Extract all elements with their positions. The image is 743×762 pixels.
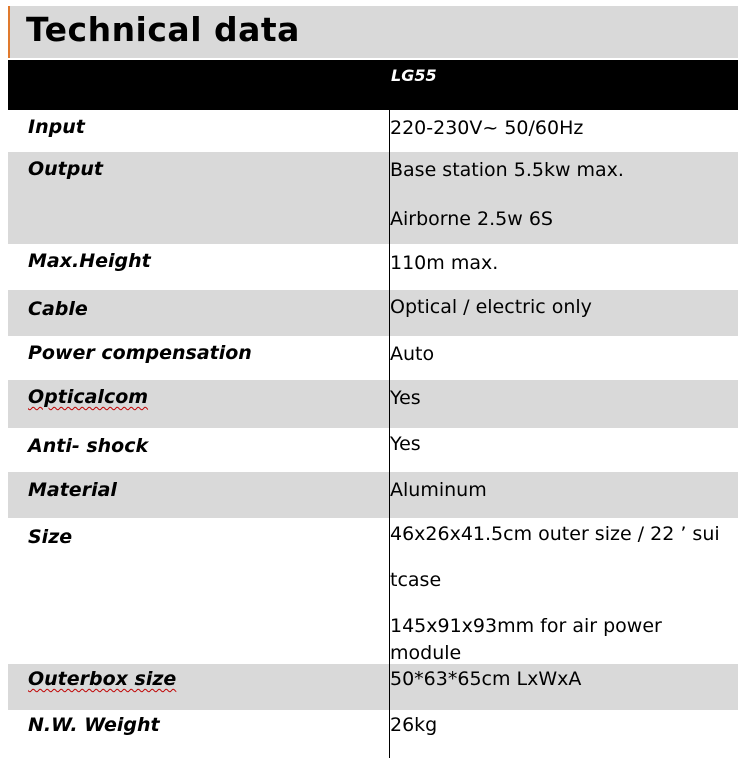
spec-row-output [8, 152, 738, 244]
spec-row-anti-shock [8, 428, 738, 472]
spec-row-power-compensation [8, 336, 738, 380]
spec-value: Yes [390, 387, 421, 409]
spec-label: Max.Height [28, 250, 151, 272]
spec-value: module [390, 642, 462, 664]
spec-row-cable [8, 290, 738, 336]
spec-value: Optical / electric only [390, 296, 592, 318]
spec-row-weight [8, 710, 738, 758]
spec-row-outerbox-size [8, 664, 738, 710]
spec-label: N.W. Weight [28, 714, 160, 736]
spec-row-opticalcom [8, 380, 738, 428]
spec-label: Anti- shock [28, 435, 149, 457]
spec-value: 145x91x93mm for air power [390, 615, 662, 637]
spec-sheet [8, 6, 738, 758]
spec-value: 46x26x41.5cm outer size / 22 ’ sui [390, 523, 720, 545]
spec-label: Size [28, 526, 73, 548]
spec-label: Output [28, 158, 103, 180]
column-divider [389, 110, 390, 758]
spec-value: Yes [390, 433, 421, 455]
spec-label: Power compensation [28, 342, 252, 364]
spec-row-size [8, 518, 738, 664]
spec-row-max-height [8, 244, 738, 290]
spec-row-material [8, 472, 738, 518]
spec-value: Airborne 2.5w 6S [390, 208, 553, 230]
spec-value: 110m max. [390, 252, 499, 274]
spec-row-input [8, 110, 738, 152]
spec-value: Auto [390, 343, 435, 365]
spec-value: 50*63*65cm LxWxA [390, 668, 582, 690]
model-name: LG55 [391, 66, 437, 85]
spec-label: Cable [28, 298, 88, 320]
spec-value: Base station 5.5kw max. [390, 159, 624, 181]
title-band [10, 6, 738, 58]
page-title: Technical data [26, 10, 300, 49]
model-header [8, 60, 738, 110]
spec-value: Aluminum [390, 479, 487, 501]
spec-label: Material [28, 479, 117, 501]
spec-value: 26kg [390, 714, 438, 736]
spec-label: Input [28, 116, 85, 138]
spec-value: tcase [390, 569, 442, 591]
spec-label: Outerbox size [28, 668, 177, 690]
spec-label: Opticalcom [28, 386, 149, 408]
spec-value: 220-230V~ 50/60Hz [390, 117, 584, 139]
